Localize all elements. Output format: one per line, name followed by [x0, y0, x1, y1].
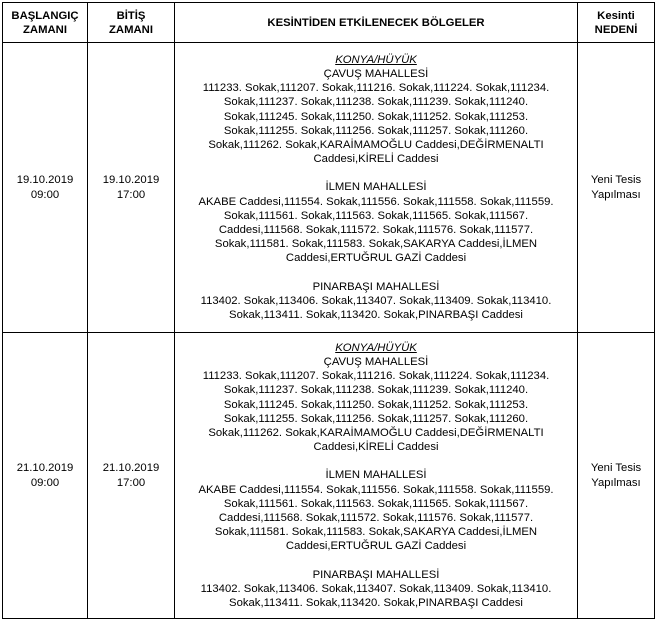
header-start-time: BAŞLANGIÇ ZAMANI — [3, 3, 88, 43]
neighborhood-title: İLMEN MAHALLESİ — [325, 181, 427, 194]
neighborhood-title: PINARBAŞI MAHALLESİ — [312, 280, 440, 293]
region-block: PINARBAŞI MAHALLESİ 113402. Sokak,113406. Sokak,113407. Sokak,113409. Sokak,113410. Sokak,113411. Sokak,113420. Sokak,PINARBAŞI Caddesi — [178, 568, 574, 611]
end-time-cell: 21.10.2019 17:00 — [88, 333, 175, 619]
region-block: KONYA/HÜYÜK ÇAVUŞ MAHALLESİ 111233. Sokak,111207. Sokak,111216. Sokak,111224. Sokak,111234. Sokak,111237. Sokak,111238. Sokak,111239. Sokak,111240. Sokak,111245. Sokak,111250. Sokak,111252. Sokak,111253. Sokak,111255. Sokak,111256. Sokak,111257. Sokak,111260. Sokak,111262. Sokak,KARAİMAMOĞLU Caddesi,DEĞİRMENALTI Caddesi,KİRELİ Caddesi — [178, 341, 574, 455]
region-block: PINARBAŞI MAHALLESİ 113402. Sokak,113406. Sokak,113407. Sokak,113409. Sokak,113410. Sokak,113411. Sokak,113420. Sokak,PINARBAŞI Caddesi — [178, 280, 574, 323]
start-time-cell: 21.10.2019 09:00 — [3, 333, 88, 619]
regions-cell — [175, 333, 578, 619]
header-row — [3, 3, 655, 43]
regions-cell — [175, 43, 578, 333]
header-affected-regions: KESİNTİDEN ETKİLENECEK BÖLGELER — [175, 3, 578, 43]
start-time-cell: 19.10.2019 09:00 — [3, 43, 88, 333]
header-reason: Kesinti NEDENİ — [578, 3, 655, 43]
neighborhood-title: ÇAVUŞ MAHALLESİ — [323, 67, 429, 80]
region-block: KONYA/HÜYÜK ÇAVUŞ MAHALLESİ 111233. Sokak,111207. Sokak,111216. Sokak,111224. Sokak,111234. Sokak,111237. Sokak,111238. Sokak,111239. Sokak,111240. Sokak,111245. Sokak,111250. Sokak,111252. Sokak,111253. Sokak,111255. Sokak,111256. Sokak,111257. Sokak,111260. Sokak,111262. Sokak,KARAİMAMOĞLU Caddesi,DEĞİRMENALTI Caddesi,KİRELİ Caddesi — [178, 53, 574, 167]
neighborhood-title: ÇAVUŞ MAHALLESİ — [323, 355, 429, 368]
header-end-time: BİTİŞ ZAMANI — [88, 3, 175, 43]
table-row — [3, 333, 655, 619]
outage-table — [2, 2, 655, 619]
region-name: KONYA/HÜYÜK — [335, 53, 417, 66]
region-block: İLMEN MAHALLESİ AKABE Caddesi,111554. Sokak,111556. Sokak,111558. Sokak,111559. Sokak,111561. Sokak,111563. Sokak,111565. Sokak,111567. Caddesi,111568. Sokak,111572. Sokak,111576. Sokak,111577. Sokak,111581. Sokak,111583. Sokak,SAKARYA Caddesi,İLMEN Caddesi,ERTUĞRUL GAZİ Caddesi — [178, 468, 574, 553]
neighborhood-title: PINARBAŞI MAHALLESİ — [312, 568, 440, 581]
end-time-cell: 19.10.2019 17:00 — [88, 43, 175, 333]
reason-cell: Yeni Tesis Yapılması — [578, 333, 655, 619]
reason-cell: Yeni Tesis Yapılması — [578, 43, 655, 333]
region-block: İLMEN MAHALLESİ AKABE Caddesi,111554. Sokak,111556. Sokak,111558. Sokak,111559. Sokak,111561. Sokak,111563. Sokak,111565. Sokak,111567. Caddesi,111568. Sokak,111572. Sokak,111576. Sokak,111577. Sokak,111581. Sokak,111583. Sokak,SAKARYA Caddesi,İLMEN Caddesi,ERTUĞRUL GAZİ Caddesi — [178, 180, 574, 265]
neighborhood-title: İLMEN MAHALLESİ — [325, 469, 427, 482]
region-name: KONYA/HÜYÜK — [335, 341, 417, 354]
table-row — [3, 43, 655, 333]
